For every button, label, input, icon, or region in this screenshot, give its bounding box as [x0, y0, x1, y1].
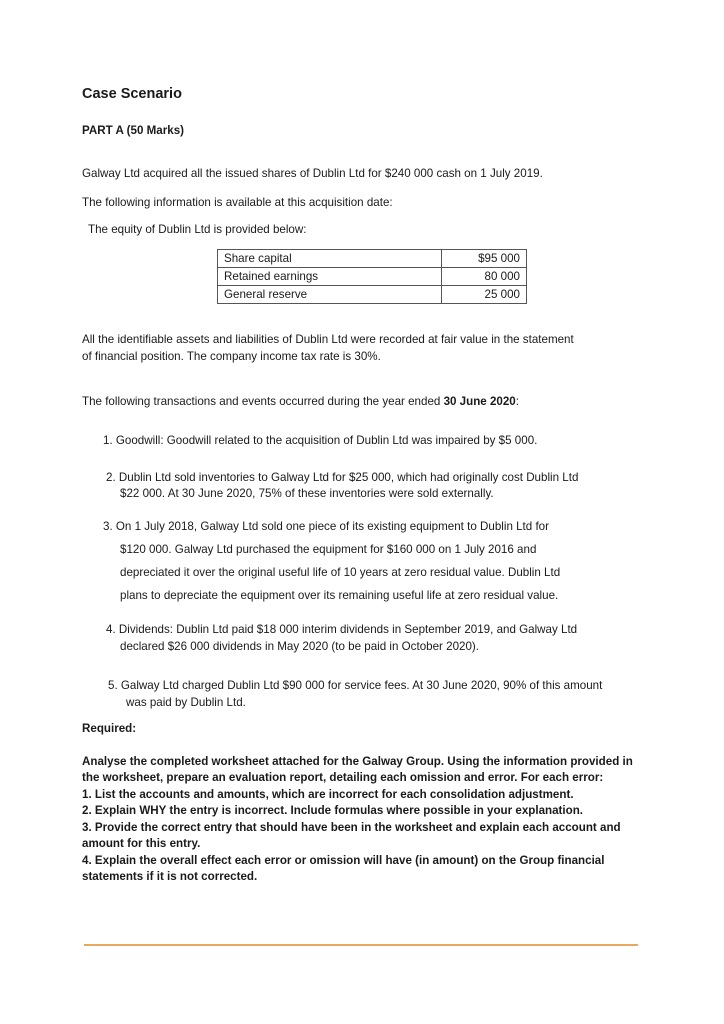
- required-line: Analyse the completed worksheet attached for the Galway Group. Using the information provided in: [82, 755, 633, 768]
- colon: :: [515, 395, 519, 408]
- list-item-continuation: depreciated it over the original useful life of 10 years at zero residual value. Dublin Ltd: [120, 566, 561, 579]
- list-item-continuation: $120 000. Galway Ltd purchased the equipment for $160 000 on 1 July 2016 and: [120, 543, 537, 556]
- required-heading: Required:: [82, 722, 137, 735]
- table-cell-value: 80 000: [442, 268, 527, 286]
- table-cell-label: Share capital: [218, 250, 442, 268]
- list-item: 3. On 1 July 2018, Galway Ltd sold one piece of its existing equipment to Dublin Ltd for: [103, 520, 549, 533]
- required-line: 3. Provide the correct entry that should have been in the worksheet and explain each account and: [82, 821, 621, 834]
- required-line: amount for this entry.: [82, 837, 201, 850]
- equity-table: [217, 249, 527, 304]
- footer-divider: [84, 944, 638, 946]
- intro-line: The equity of Dublin Ltd is provided below:: [88, 223, 307, 236]
- list-item: 4. Dividends: Dublin Ltd paid $18 000 interim dividends in September 2019, and Galway Ltd: [106, 623, 578, 636]
- paragraph-line: All the identifiable assets and liabilities of Dublin Ltd were recorded at fair value in the statement: [82, 333, 574, 346]
- table-cell-label: Retained earnings: [218, 268, 442, 286]
- page-title: Case Scenario: [82, 86, 182, 102]
- intro-line: Galway Ltd acquired all the issued shares of Dublin Ltd for $240 000 cash on 1 July 2019.: [82, 167, 543, 180]
- part-heading: PART A (50 Marks): [82, 124, 185, 137]
- required-line: statements if it is not corrected.: [82, 870, 258, 883]
- list-item: 2. Dublin Ltd sold inventories to Galway Ltd for $25 000, which had originally cost Dublin Ltd: [106, 471, 579, 484]
- table-row: [218, 250, 527, 268]
- list-item: 5. Galway Ltd charged Dublin Ltd $90 000 for service fees. At 30 June 2020, 90% of this amount: [108, 679, 603, 692]
- table-cell-value: 25 000: [442, 286, 527, 304]
- list-item-continuation: plans to depreciate the equipment over its remaining useful life at zero residual value.: [120, 589, 559, 602]
- table-cell-value: $95 000: [442, 250, 527, 268]
- transactions-intro-text: The following transactions and events occurred during the year ended: [82, 395, 444, 408]
- list-item-continuation: declared $26 000 dividends in May 2020 (to be paid in October 2020).: [120, 640, 479, 653]
- transactions-date: 30 June 2020: [443, 395, 516, 408]
- transactions-intro: [82, 394, 519, 410]
- required-line: 2. Explain WHY the entry is incorrect. Include formulas where possible in your explanation.: [82, 804, 584, 817]
- list-item: 1. Goodwill: Goodwill related to the acquisition of Dublin Ltd was impaired by $5 000.: [103, 434, 538, 447]
- table-cell-label: General reserve: [218, 286, 442, 304]
- table-row: [218, 268, 527, 286]
- paragraph-line: of financial position. The company income tax rate is 30%.: [82, 350, 381, 363]
- table-row: [218, 286, 527, 304]
- list-item-continuation: was paid by Dublin Ltd.: [126, 696, 246, 709]
- required-line: 4. Explain the overall effect each error or omission will have (in amount) on the Group financial: [82, 854, 605, 867]
- required-line: 1. List the accounts and amounts, which are incorrect for each consolidation adjustment.: [82, 788, 574, 801]
- intro-line: The following information is available at this acquisition date:: [82, 196, 393, 209]
- list-item-continuation: $22 000. At 30 June 2020, 75% of these inventories were sold externally.: [120, 487, 494, 500]
- required-line: the worksheet, prepare an evaluation report, detailing each omission and error. For each error:: [82, 771, 604, 784]
